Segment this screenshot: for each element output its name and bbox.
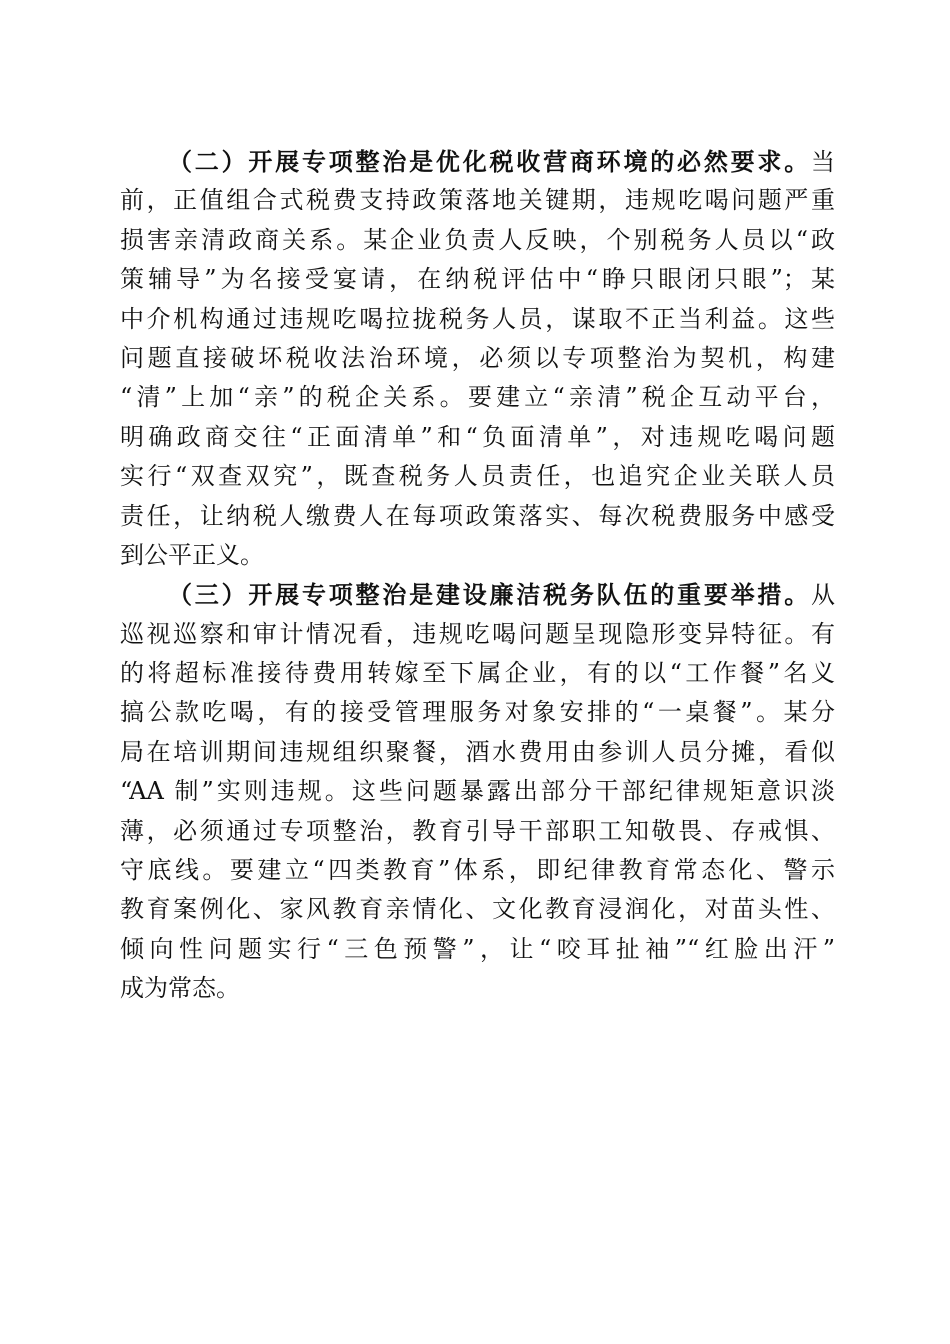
paragraph-text: 当 [811, 148, 835, 176]
paragraph-text: 从 [811, 581, 835, 610]
paragraph-line: “AA 制”实则违规。这些问题暴露出部分干部纪律规矩意识淡 [120, 777, 835, 806]
document-body [120, 142, 835, 1009]
section-heading: （三）开展专项整治是建设廉洁税务队伍的重要举措。 [168, 580, 811, 610]
paragraph-line: 局在培训期间违规组织聚餐，酒水费用由参训人员分摊，看似 [120, 737, 835, 766]
paragraph-line: 实行“双查双究”，既查税务人员责任，也追究企业关联人员 [120, 462, 835, 491]
paragraph-line: 搞公款吃喝，有的接受管理服务对象安排的“一桌餐”。某分 [120, 698, 835, 727]
paragraph-line: 中介机构通过违规吃喝拉拢税务人员，谋取不正当利益。这些 [120, 304, 835, 333]
paragraph-last-line: 成为常态。 [120, 974, 240, 1003]
paragraph-line: 倾向性问题实行“三色预警”，让“咬耳扯袖”“红脸出汗” [120, 934, 835, 963]
paragraph-line: 教育案例化、家风教育亲情化、文化教育浸润化，对苗头性、 [120, 895, 835, 924]
paragraph-line: 损害亲清政商关系。某企业负责人反映，个别税务人员以“政 [120, 225, 835, 254]
paragraph-first-line [120, 575, 835, 614]
paragraph-line: “清”上加“亲”的税企关系。要建立“亲清”税企互动平台， [120, 383, 835, 412]
paragraph-line: 责任，让纳税人缴费人在每项政策落实、每次税费服务中感受 [120, 501, 835, 530]
paragraph-section-2 [120, 142, 835, 575]
paragraph-line: 的将超标准接待费用转嫁至下属企业，有的以“工作餐”名义 [120, 659, 835, 688]
paragraph-line: 明确政商交往“正面清单”和“负面清单”，对违规吃喝问题 [120, 422, 835, 451]
paragraph-last-line: 到公平正义。 [120, 540, 264, 569]
paragraph-line: 守底线。要建立“四类教育”体系，即纪律教育常态化、警示 [120, 856, 835, 885]
paragraph-section-3 [120, 575, 835, 1008]
paragraph-line: 问题直接破坏税收法治环境，必须以专项整治为契机，构建 [120, 343, 835, 372]
paragraph-line: 前，正值组合式税费支持政策落地关键期，违规吃喝问题严重 [120, 186, 835, 215]
section-heading: （二）开展专项整治是优化税收营商环境的必然要求。 [168, 147, 811, 176]
paragraph-line: 巡视巡察和审计情况看，违规吃喝问题呈现隐形变异特征。有 [120, 619, 835, 648]
paragraph-line: 策辅导”为名接受宴请，在纳税评估中“睁只眼闭只眼”；某 [120, 265, 835, 294]
paragraph-first-line [120, 142, 835, 181]
paragraph-line: 薄，必须通过专项整治，教育引导干部职工知敬畏、存戒惧、 [120, 816, 835, 845]
